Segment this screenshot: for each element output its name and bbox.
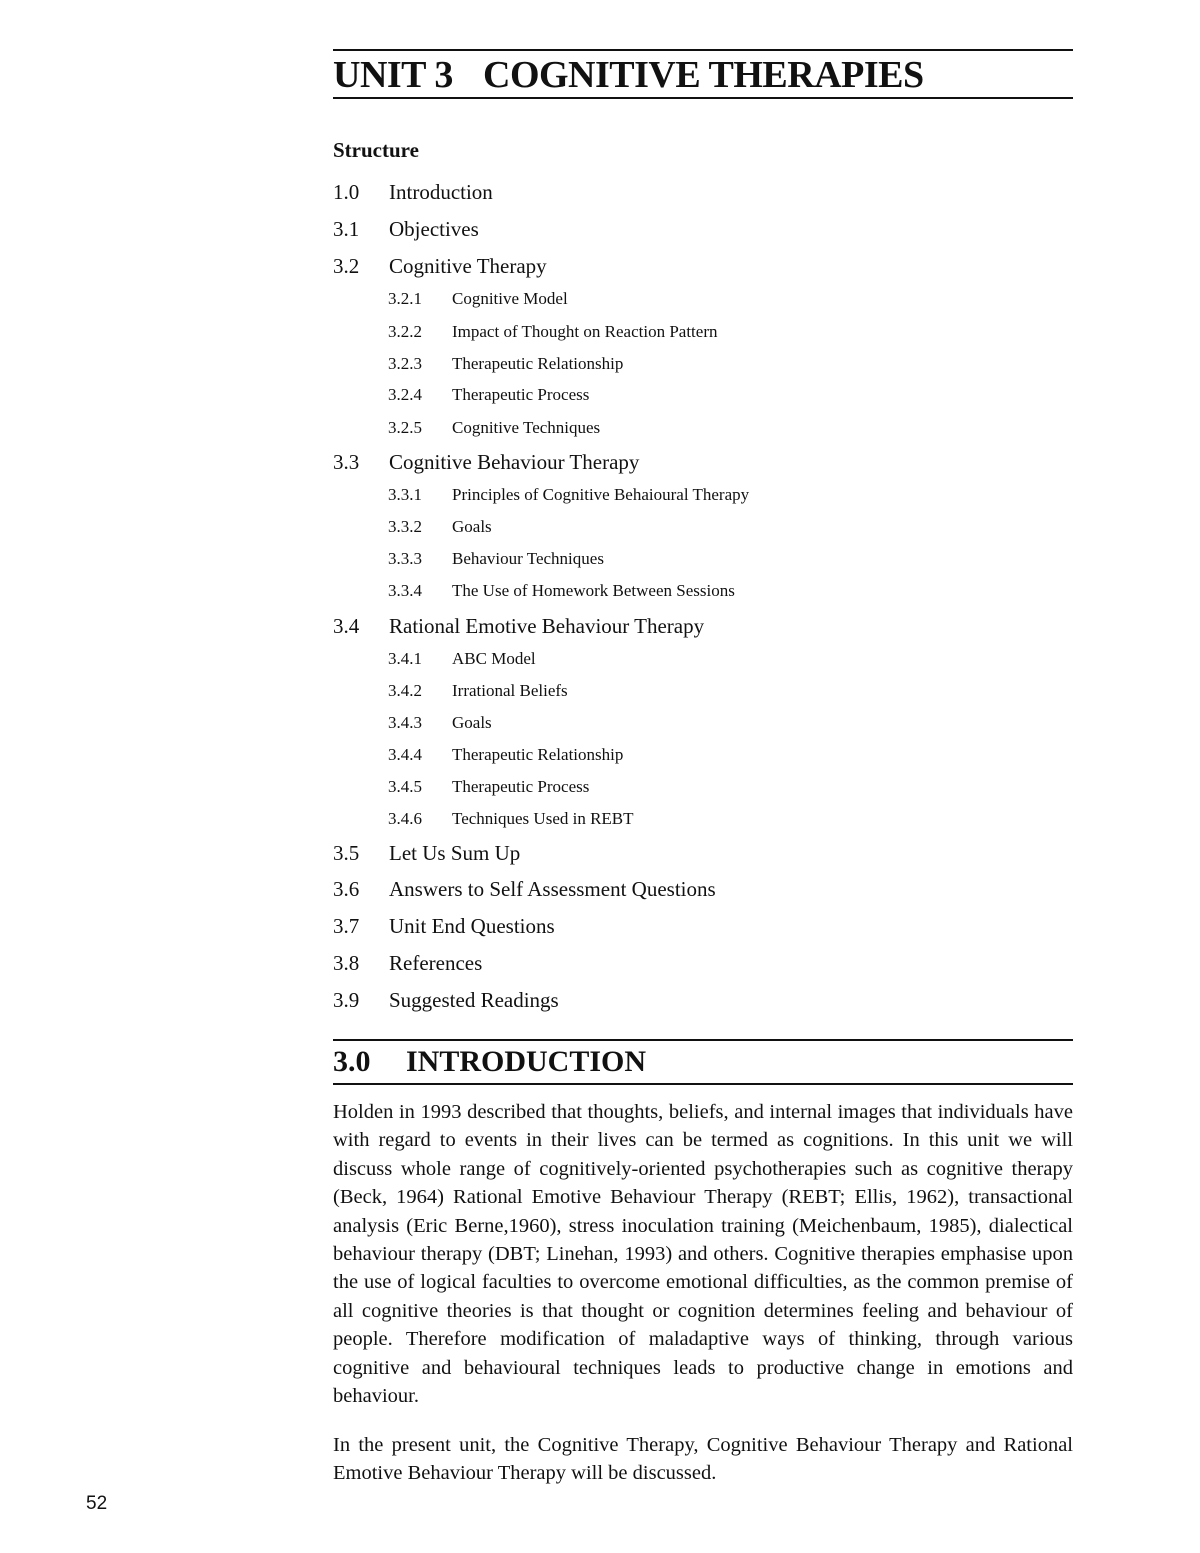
toc-item: 3.1 Objectives: [333, 217, 479, 241]
toc-subitem: 3.4.6 Techniques Used in REBT: [388, 809, 634, 828]
title-bottom-rule: [333, 97, 1073, 99]
section-top-rule: [333, 1039, 1073, 1041]
intro-paragraph: Holden in 1993 described that thoughts, beliefs, and internal images that individuals have with regard to events in their lives can be termed as cognitions. In this unit we will discuss whole range of cognitively-oriented psychotherapies such as cognitive therapy (Beck, 1964) Rational Emotive Behaviour Therapy (REBT; Ellis, 1962), transactional analysis (Eric Berne,1960), stress inoculation training (Meichenbaum, 1985), dialectical behaviour therapy (DBT; Linehan, 1993) and others. Cognitive therapies emphasise upon the use of logical faculties to overcome emotional difficulties, as the common premise of all cognitive theories is that thought or cognition determines feeling and behaviour of people. Therefore modification of maladaptive ways of thinking, through various cognitive and behavioural techniques leads to productive change in emotions and behaviour.: [333, 1101, 1073, 1408]
toc-subitem: 3.4.1 ABC Model: [388, 649, 536, 668]
toc-subitem: 3.4.3 Goals: [388, 713, 492, 732]
toc-subitem: 3.2.5 Cognitive Techniques: [388, 418, 601, 437]
section-bottom-rule: [333, 1083, 1073, 1085]
toc-subitem: 3.3.3 Behaviour Techniques: [388, 549, 604, 568]
title-top-rule: [333, 49, 1073, 51]
intro-paragraph: In the present unit, the Cognitive Therapy, Cognitive Behaviour Therapy and Rational Emotive Behaviour Therapy will be discussed.: [333, 1434, 1073, 1485]
toc-subitem: 3.3.4 The Use of Homework Between Sessions: [388, 581, 735, 600]
toc-item: 3.3 Cognitive Behaviour Therapy: [333, 450, 640, 474]
toc-item: 3.4 Rational Emotive Behaviour Therapy: [333, 614, 705, 638]
toc-subitem: 3.4.5 Therapeutic Process: [388, 777, 590, 796]
section-title: INTRODUCTION: [406, 1045, 647, 1078]
toc-item: 1.0 Introduction: [333, 180, 493, 204]
section-number: 3.0: [333, 1045, 371, 1078]
toc-item: 3.6 Answers to Self Assessment Questions: [333, 877, 716, 901]
unit-number: UNIT 3: [333, 54, 453, 96]
structure-heading: Structure: [333, 138, 419, 162]
unit-title-text: COGNITIVE THERAPIES: [483, 54, 924, 96]
toc-subitem: 3.4.4 Therapeutic Relationship: [388, 745, 624, 764]
unit-title: [333, 53, 924, 97]
section-heading: [333, 1044, 646, 1080]
toc-subitem: 3.4.2 Irrational Beliefs: [388, 681, 568, 700]
toc-subitem: 3.2.4 Therapeutic Process: [388, 385, 590, 404]
toc-item: 3.7 Unit End Questions: [333, 914, 555, 938]
page-number: 52: [86, 1493, 108, 1514]
toc-item: 3.9 Suggested Readings: [333, 988, 559, 1012]
toc-item: 3.8 References: [333, 951, 483, 975]
toc-subitem: 3.3.1 Principles of Cognitive Behaioural Therapy: [388, 485, 750, 504]
toc-subitem: 3.3.2 Goals: [388, 517, 492, 536]
toc-subitem: 3.2.3 Therapeutic Relationship: [388, 354, 624, 373]
toc-subitem: 3.2.1 Cognitive Model: [388, 289, 568, 308]
toc-item: 3.5 Let Us Sum Up: [333, 841, 521, 865]
toc-item: 3.2 Cognitive Therapy: [333, 254, 547, 278]
toc-subitem: 3.2.2 Impact of Thought on Reaction Pattern: [388, 322, 718, 341]
